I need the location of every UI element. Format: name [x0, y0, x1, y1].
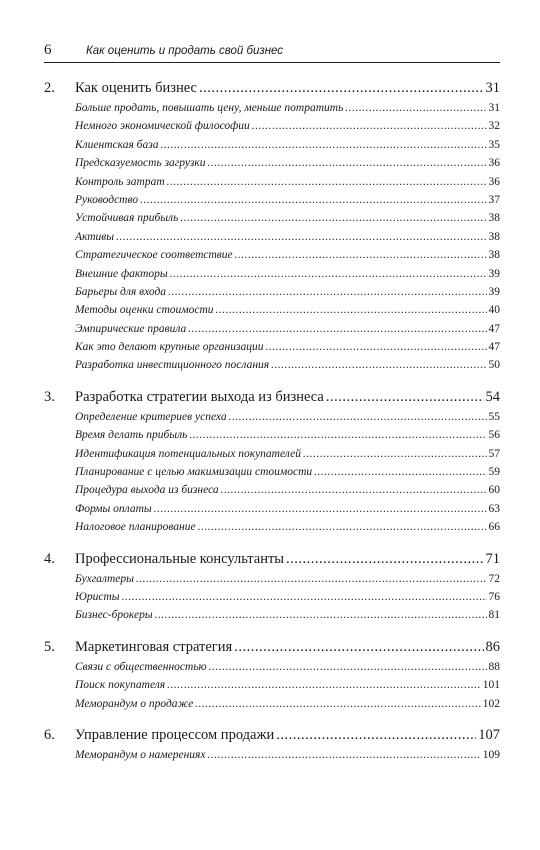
- section-page: 102: [482, 697, 500, 710]
- dot-leader: [195, 698, 481, 710]
- running-title: Как оценить и продать свой бизнес: [86, 45, 284, 57]
- toc-section-row[interactable]: [44, 591, 500, 609]
- chapter-title: Как оценить бизнес: [75, 80, 197, 96]
- dot-leader: [252, 120, 487, 132]
- section-title: Барьеры для входа: [75, 285, 167, 298]
- section-page: 56: [488, 429, 500, 442]
- dot-leader: [314, 466, 486, 478]
- section-title: Разработка инвестиционного послания: [75, 359, 270, 372]
- section-title: Как это делают крупные организации: [75, 341, 264, 354]
- dot-leader: [122, 591, 487, 603]
- dot-leader: [167, 679, 481, 691]
- section-page: 76: [488, 590, 500, 603]
- section-page: 60: [488, 484, 500, 497]
- section-title: Методы оценки стоимости: [75, 304, 214, 317]
- chapter-title: Разработка стратегии выхода из бизнеса: [75, 388, 324, 405]
- toc-section-row[interactable]: [44, 503, 500, 521]
- section-page: 39: [488, 285, 500, 298]
- toc-chapter: [44, 639, 500, 716]
- toc-section-row[interactable]: [44, 484, 500, 502]
- dot-leader: [208, 749, 481, 761]
- toc-section-row[interactable]: [44, 341, 500, 359]
- section-title: Связи с общественностью: [75, 660, 207, 673]
- section-page: 57: [488, 447, 500, 460]
- toc-section-row[interactable]: [44, 176, 500, 194]
- section-title: Юристы: [75, 590, 120, 603]
- chapter-page: 107: [478, 726, 500, 743]
- toc-chapter-row[interactable]: [44, 639, 500, 661]
- section-title: Налоговое планирование: [75, 521, 196, 534]
- dot-leader: [160, 139, 486, 151]
- toc-section-row[interactable]: [44, 194, 500, 212]
- section-page: 88: [488, 660, 500, 673]
- section-page: 35: [488, 138, 500, 151]
- section-page: 101: [482, 679, 500, 692]
- chapter-number: 2.: [44, 80, 55, 96]
- toc-section-row[interactable]: [44, 521, 500, 539]
- toc-section-row[interactable]: [44, 249, 500, 267]
- page-number: 6: [44, 42, 52, 58]
- section-page: 38: [488, 249, 500, 262]
- section-title: Немного экономической философии: [75, 120, 250, 133]
- toc-section-row[interactable]: [44, 157, 500, 175]
- toc-section-row[interactable]: [44, 573, 500, 591]
- running-header: [44, 40, 500, 63]
- dot-leader: [198, 521, 487, 533]
- section-title: Время делать прибыль: [75, 429, 188, 442]
- toc-chapter: [44, 551, 500, 628]
- section-page: 32: [488, 120, 500, 133]
- toc-section-row[interactable]: [44, 304, 500, 322]
- chapter-title: Профессиональные консультанты: [75, 550, 285, 567]
- toc-section-row[interactable]: [44, 102, 500, 120]
- section-page: 39: [488, 267, 500, 280]
- section-page: 66: [488, 521, 500, 534]
- section-page: 72: [488, 572, 500, 585]
- toc-section-row[interactable]: [44, 231, 500, 249]
- dot-leader: [140, 194, 486, 206]
- toc-section-row[interactable]: [44, 139, 500, 157]
- dot-leader: [271, 359, 486, 371]
- toc-chapter: [44, 80, 500, 378]
- toc-section-row[interactable]: [44, 448, 500, 466]
- toc-section-row[interactable]: [44, 661, 500, 679]
- toc-section-row[interactable]: [44, 268, 500, 286]
- section-page: 37: [488, 193, 500, 206]
- section-page: 55: [488, 410, 500, 423]
- toc-section-row[interactable]: [44, 120, 500, 138]
- section-title: Устойчивая прибыль: [75, 212, 179, 225]
- toc-chapter: [44, 389, 500, 540]
- section-title: Поиск покупателя: [75, 679, 166, 692]
- toc-section-row[interactable]: [44, 749, 500, 767]
- dot-leader: [136, 573, 487, 585]
- section-page: 47: [488, 341, 500, 354]
- dot-leader: [216, 304, 487, 316]
- section-page: 63: [488, 502, 500, 515]
- chapter-title: Маркетинговая стратегия: [75, 638, 233, 655]
- section-title: Бизнес-брокеры: [75, 609, 153, 622]
- section-title: Стратегическое соответствие: [75, 249, 233, 262]
- section-title: Формы оплаты: [75, 502, 152, 515]
- section-title: Эмпирические правила: [75, 322, 187, 335]
- toc-section-row[interactable]: [44, 466, 500, 484]
- chapter-page: 71: [485, 550, 500, 567]
- chapter-number: 6.: [44, 726, 55, 743]
- section-page: 59: [488, 466, 500, 479]
- dot-leader: [265, 341, 486, 353]
- dot-leader: [235, 249, 487, 261]
- dot-leader: [234, 639, 483, 656]
- dot-leader: [221, 484, 487, 496]
- section-title: Клиентская база: [75, 138, 159, 151]
- section-page: 36: [488, 157, 500, 170]
- dot-leader: [180, 212, 486, 224]
- section-page: 109: [482, 748, 500, 761]
- section-title: Контроль затрат: [75, 175, 165, 188]
- chapter-number: 3.: [44, 388, 55, 405]
- section-title: Предсказуемость загрузки: [75, 157, 206, 170]
- dot-leader: [116, 231, 486, 243]
- section-title: Определение критериев успеха: [75, 410, 227, 423]
- dot-leader: [276, 727, 476, 744]
- toc-section-row[interactable]: [44, 679, 500, 697]
- dot-leader: [155, 609, 487, 621]
- section-page: 47: [488, 322, 500, 335]
- section-page: 38: [488, 230, 500, 243]
- chapter-number: 4.: [44, 550, 55, 567]
- section-page: 40: [488, 304, 500, 317]
- toc-section-row[interactable]: [44, 698, 500, 716]
- table-of-contents: [44, 80, 500, 778]
- dot-leader: [170, 268, 487, 280]
- toc-chapter-row[interactable]: [44, 727, 500, 749]
- dot-leader: [154, 503, 487, 515]
- dot-leader: [229, 411, 487, 423]
- dot-leader: [207, 157, 486, 169]
- section-title: Планирование с целью макимизации стоимости: [75, 466, 313, 479]
- section-title: Идентификация потенциальных покупателей: [75, 447, 301, 460]
- section-title: Активы: [75, 230, 115, 243]
- toc-section-row[interactable]: [44, 429, 500, 447]
- section-title: Внешние факторы: [75, 267, 168, 280]
- toc-section-row[interactable]: [44, 323, 500, 341]
- chapter-page: 54: [485, 388, 500, 405]
- dot-leader: [168, 286, 486, 298]
- section-title: Меморандум о продаже: [75, 697, 194, 710]
- toc-chapter: [44, 727, 500, 767]
- section-page: 50: [488, 359, 500, 372]
- section-title: Меморандум о намерениях: [75, 748, 206, 761]
- dot-leader: [209, 661, 487, 673]
- toc-section-row[interactable]: [44, 212, 500, 230]
- toc-section-row[interactable]: [44, 411, 500, 429]
- toc-section-row[interactable]: [44, 359, 500, 377]
- chapter-page: 31: [485, 80, 500, 96]
- chapter-page: 86: [485, 638, 500, 655]
- section-page: 38: [488, 212, 500, 225]
- section-title: Руководство: [75, 193, 139, 206]
- toc-section-row[interactable]: [44, 286, 500, 304]
- toc-chapter-row[interactable]: [44, 551, 500, 573]
- dot-leader: [345, 102, 486, 114]
- section-page: 81: [488, 609, 500, 622]
- dot-leader: [189, 429, 486, 441]
- dot-leader: [326, 389, 484, 406]
- section-page: 31: [488, 102, 500, 114]
- chapter-title: Управление процессом продажи: [75, 726, 275, 743]
- section-title: Больше продать, повышать цену, меньше потратить: [75, 102, 344, 114]
- toc-chapter-row[interactable]: [44, 80, 500, 102]
- dot-leader: [188, 323, 486, 335]
- section-title: Бухгалтеры: [75, 572, 134, 585]
- dot-leader: [286, 551, 483, 568]
- dot-leader: [167, 176, 487, 188]
- chapter-number: 5.: [44, 638, 55, 655]
- dot-leader: [303, 448, 487, 460]
- dot-leader: [199, 80, 484, 97]
- section-page: 36: [488, 175, 500, 188]
- section-title: Процедура выхода из бизнеса: [75, 484, 219, 497]
- toc-chapter-row[interactable]: [44, 389, 500, 411]
- toc-section-row[interactable]: [44, 609, 500, 627]
